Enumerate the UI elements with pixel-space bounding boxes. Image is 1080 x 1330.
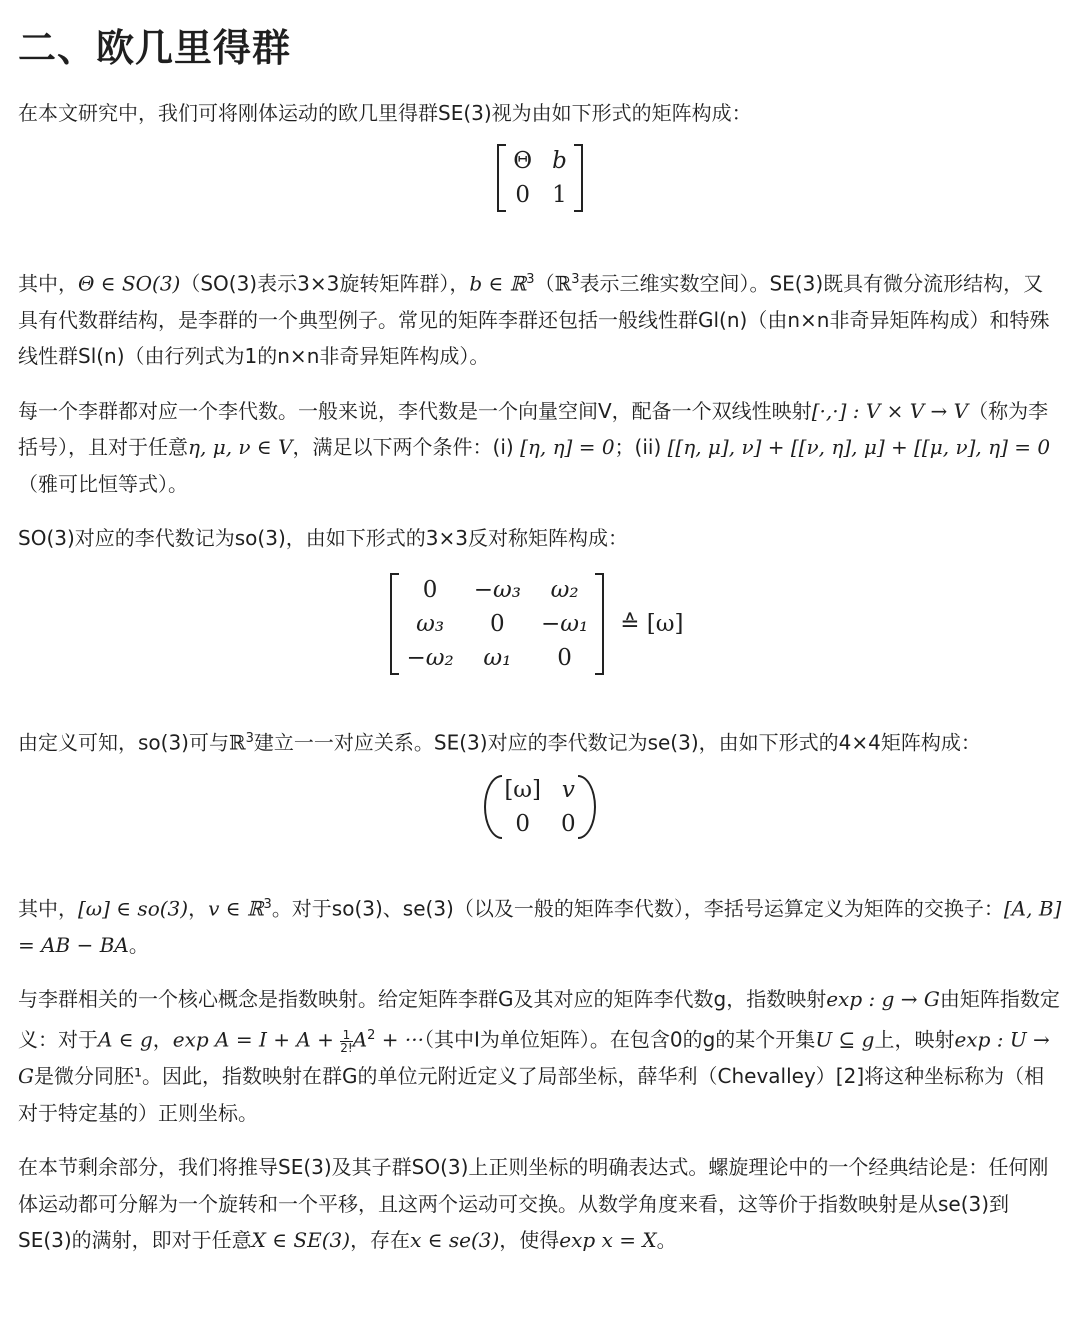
- text-span: ，存在: [350, 1228, 411, 1253]
- math-inline: η, μ, ν ∈ V: [188, 435, 293, 460]
- matrix-cell: b: [552, 147, 567, 174]
- math-inline: A: [352, 1027, 368, 1052]
- text-span: 建立一一对应关系。SE(3)对应的李代数记为se(3)，由如下形式的4×4矩阵构成：: [253, 730, 981, 755]
- paragraph-so3-definition: [18, 262, 1062, 375]
- matrix-cell: ω₃: [416, 610, 445, 637]
- text-span: ；(ii): [614, 435, 668, 460]
- text-span: 其中，: [18, 271, 78, 296]
- math-fraction: [340, 1029, 352, 1054]
- text-span: ，满足以下两个条件：(i): [292, 435, 521, 460]
- paragraph-intro: 在本文研究中，我们可将刚体运动的欧几里得群SE(3)视为由如下形式的矩阵构成：: [18, 101, 752, 125]
- math-inline: U ⊆ g: [815, 1027, 875, 1052]
- hat-definition: ≙ [ω]: [620, 610, 684, 637]
- math-inline: [η, η] = 0: [520, 435, 615, 460]
- matrix-se3-display: [18, 138, 1062, 218]
- math-superscript: 2: [367, 1027, 376, 1043]
- paragraph-lie-algebra: [18, 393, 1062, 503]
- matrix-cell: 0: [490, 610, 505, 637]
- math-inline: [·,·] : V × V → V: [811, 398, 969, 423]
- matrix-cell: Θ: [513, 147, 533, 174]
- text-span: 每一个李群都对应一个李代数。一般来说，李代数是一个向量空间V，配备一个双线性映射: [18, 398, 812, 423]
- text-span: 其中，: [18, 896, 78, 921]
- math-inline: exp x = X: [559, 1228, 657, 1253]
- text-span: ，: [188, 896, 209, 921]
- math-inline: [[η, μ], ν] + [[ν, η], μ] + [[μ, ν], η] = 0: [667, 435, 1051, 460]
- text-span: 。对于so(3)、se(3)（以及一般的矩阵李代数），李括号运算定义为矩阵的交换子：: [271, 896, 1004, 921]
- math-superscript: 3: [245, 730, 254, 746]
- matrix-cell: −ω₁: [540, 610, 589, 637]
- math-inline: + ···: [375, 1027, 424, 1052]
- math-inline: x ∈ se(3): [410, 1228, 500, 1253]
- math-inline: [A, B] = AB − BA: [18, 896, 1062, 957]
- text-span: 表示三维实数空间）。SE(3)既具有微分流形结构，又具有代数群结构，是李群的一个典型例子。常见的矩阵李群还包括一般线性群Gl(n)（由n×n非奇异矩阵构成）和特殊线性群Sl(n)（由行列式为1的n×n非奇异矩阵构成）。: [18, 271, 1050, 369]
- math-inline: Θ ∈ SO(3): [78, 271, 181, 296]
- math-superscript: 3: [571, 271, 580, 287]
- fraction-numerator: 1: [340, 1029, 352, 1042]
- matrix-cell: 0: [557, 644, 572, 671]
- matrix-cell: 0: [515, 181, 530, 208]
- math-inline: A ∈ g: [98, 1027, 153, 1052]
- math-inline: ℝ: [554, 271, 572, 296]
- text-span: 是微分同胚¹。因此，指数映射在群G的单位元附近定义了局部坐标，薛华利（Chevalley）[2]将这种坐标称为（相对于特定基的）正则坐标。: [18, 1064, 1045, 1125]
- math-superscript: 3: [526, 271, 535, 287]
- matrix-cell: 0: [515, 810, 530, 837]
- text-span: （称为李括号），且对于任意: [18, 398, 1049, 460]
- matrix-cell: [ω]: [504, 776, 542, 803]
- text-span: 由矩阵指数定义：对于: [18, 987, 1060, 1052]
- math-inline: exp : g → G: [826, 987, 940, 1012]
- matrix-se3-algebra-display: [18, 767, 1062, 847]
- math-inline: exp A = I + A +: [172, 1027, 341, 1052]
- text-span: 上，映射: [874, 1027, 955, 1052]
- text-span: 与李群相关的一个核心概念是指数映射。给定矩阵李群G及其对应的矩阵李代数g，指数映射: [18, 987, 827, 1012]
- matrix-skew: [396, 573, 598, 675]
- paragraph-canonical-coordinates: [18, 1149, 1062, 1259]
- matrix-cell: ω₂: [550, 576, 579, 603]
- text-span: ，: [152, 1027, 173, 1052]
- matrix-cell: v: [561, 776, 575, 803]
- paragraph-exponential-map: [18, 981, 1062, 1131]
- fraction-denominator: 2!: [340, 1040, 353, 1055]
- text-span: （雅可比恒等式）。: [18, 471, 188, 496]
- matrix-skew-display: [18, 569, 1062, 679]
- math-inline: ℝ: [229, 730, 246, 755]
- matrix-se3-algebra: [494, 773, 585, 841]
- matrix-cell: −ω₂: [406, 644, 454, 671]
- paragraph-so3-algebra: SO(3)对应的李代数记为so(3)，由如下形式的3×3反对称矩阵构成：: [18, 526, 628, 551]
- text-span: 。: [128, 932, 149, 957]
- math-inline: X ∈ SE(3): [251, 1228, 351, 1253]
- text-span: （SO(3)表示3×3旋转矩阵群），: [180, 271, 470, 296]
- math-superscript: 3: [263, 896, 272, 912]
- paragraph-lie-bracket: [18, 887, 1062, 964]
- math-inline: b ∈ ℝ: [469, 271, 527, 296]
- section-heading: 二、欧几里得群: [18, 26, 292, 70]
- matrix-cell: 0: [422, 576, 438, 603]
- text-span: 由定义可知，so(3)可与: [18, 730, 229, 755]
- text-span: （其中I为单位矩阵）。在包含0的g的某个开集: [423, 1027, 816, 1052]
- matrix-se3: [503, 144, 577, 212]
- text-span: 。: [656, 1228, 677, 1253]
- text-span: ，使得: [499, 1228, 560, 1253]
- paragraph-se3-algebra: [18, 721, 1062, 761]
- matrix-cell: 1: [552, 181, 567, 208]
- math-inline: exp : U → G: [18, 1027, 1050, 1089]
- text-span: （: [534, 271, 555, 296]
- text-span: 在本节剩余部分，我们将推导SE(3)及其子群SO(3)上正则坐标的明确表达式。螺旋理论中的一个经典结论是：任何刚体运动都可分解为一个旋转和一个平移，且这两个运动可交换。从数学角度来看，这等价于指数映射是从se(3)到SE(3)的满射，即对于任意: [18, 1155, 1049, 1253]
- matrix-cell: ω₁: [483, 644, 512, 671]
- math-inline: [ω] ∈ so(3): [78, 896, 189, 921]
- matrix-cell: −ω₃: [473, 576, 521, 603]
- matrix-cell: 0: [561, 810, 576, 837]
- math-inline: v ∈ ℝ: [208, 896, 264, 921]
